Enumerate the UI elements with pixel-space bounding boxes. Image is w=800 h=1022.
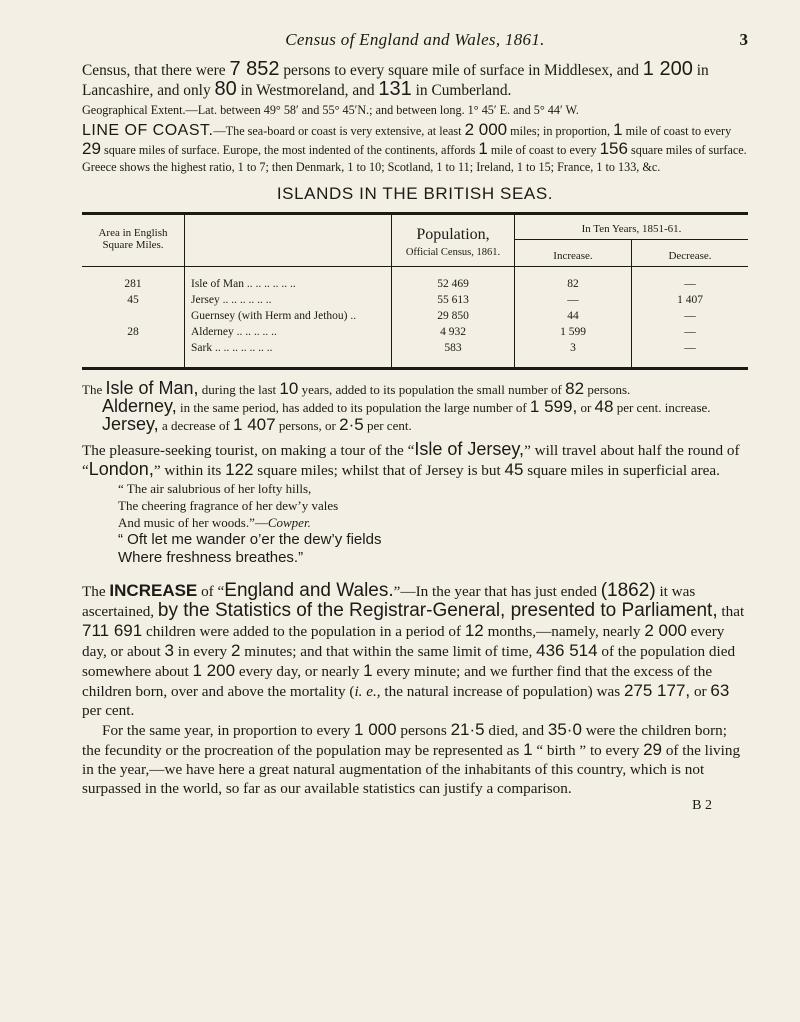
header-area: Area in English Square Miles. — [82, 214, 185, 267]
number: 10 — [279, 379, 299, 398]
cell-decrease: 1 407 — [677, 294, 703, 306]
text-run: years, added to its population the small number of — [298, 382, 566, 397]
text-run: per cent. increase. — [613, 400, 711, 415]
place-name: Alderney, — [102, 396, 177, 416]
text-run: mile of coast to every — [622, 124, 732, 138]
cell-population: 52 469 — [392, 267, 515, 293]
cell-decrease: — — [684, 278, 696, 290]
number: 156 — [599, 139, 628, 158]
number: (1862) — [600, 580, 656, 601]
cell-name: Jersey .. .. .. .. .. .. — [185, 292, 392, 308]
number: 1 599, — [529, 397, 578, 416]
text-run: in Lancashire, and only — [82, 62, 709, 99]
poem-attribution: Cowper. — [267, 515, 311, 530]
number: 1 — [363, 661, 373, 680]
population-label: Population, — [416, 226, 490, 243]
number: 82 — [565, 379, 585, 398]
table-row — [82, 340, 748, 369]
number: 7 852 — [229, 58, 280, 80]
text-run: square miles of surface. Europe, the most indented of the continents, affords — [100, 143, 479, 157]
cell-name: Isle of Man .. .. .. .. .. .. — [185, 267, 392, 293]
text-run: or — [577, 400, 595, 415]
cell-area: 45 — [82, 292, 185, 308]
text-run: it was ascertained, — [82, 583, 696, 620]
cell-increase: 3 — [515, 340, 632, 369]
header-name — [185, 214, 392, 267]
text-run: ” within its — [153, 462, 226, 479]
number: 35·0 — [547, 720, 582, 739]
number: 1 — [613, 120, 623, 139]
number: 2·5 — [339, 415, 364, 434]
increase-heading: INCREASE — [109, 581, 198, 600]
text-run: i. e., — [354, 683, 381, 700]
poem-quotation — [118, 480, 748, 567]
number: 45 — [504, 460, 524, 479]
increase-paragraph — [82, 581, 748, 720]
geographical-extent: Geographical Extent.—Lat. between 49° 58′ and 55° 45′N.; and between long. 1° 45′ E. and 5° 44′ W. — [82, 103, 579, 117]
text-run: persons, or — [275, 418, 340, 433]
number: 1 — [478, 139, 488, 158]
text-run: of the population died somewhere about — [82, 643, 736, 680]
cell-increase: — — [515, 292, 632, 308]
text-run: persons to every square mile of surface in Middlesex, and — [279, 62, 643, 79]
cell-decrease: — — [684, 310, 696, 322]
cell-decrease: — — [684, 342, 696, 354]
cell-name: Sark .. .. .. .. .. .. .. — [185, 340, 392, 369]
text-run: The — [82, 583, 110, 600]
number: 1 407 — [233, 415, 276, 434]
number: 711 691 — [82, 621, 143, 640]
number: 12 — [464, 621, 484, 640]
signature-mark: B 2 — [692, 798, 712, 813]
islands-heading: ISLANDS IN THE BRITISH SEAS. — [276, 184, 554, 203]
poem-line: “ Oft let me wander o’er the dew’y fields — [118, 531, 382, 548]
cell-area: 28 — [82, 324, 185, 340]
tourist-paragraph — [82, 440, 748, 480]
poem-line: “ The air salubrious of her lofty hills, — [118, 481, 312, 496]
place-name: Jersey, — [102, 414, 159, 434]
number: 122 — [225, 460, 254, 479]
text-run: every day, or about — [82, 623, 725, 660]
poem-line: The cheering fragrance of her dew’y vales — [118, 498, 339, 513]
number: 29 — [643, 740, 663, 759]
header-population — [392, 214, 515, 267]
header-increase: Increase. — [515, 240, 632, 267]
poem-line: Where freshness breathes.” — [118, 549, 304, 566]
number: 3 — [164, 641, 174, 660]
line-of-coast-paragraph — [82, 121, 748, 176]
number: 48 — [594, 397, 614, 416]
text-run: For the same year, in proportion to every — [102, 722, 355, 739]
number: 436 514 — [536, 641, 598, 660]
running-head — [82, 0, 748, 60]
island-notes — [82, 380, 748, 434]
number: 2 000 — [464, 120, 508, 139]
table-row — [82, 324, 748, 340]
number: 21·5 — [450, 720, 485, 739]
text-run: in every — [174, 643, 231, 660]
text-run: children were added to the population in a period of — [142, 623, 465, 640]
poem-line — [118, 514, 748, 531]
cell-area — [82, 308, 185, 324]
table-row — [82, 292, 748, 308]
cell-population: 583 — [392, 340, 515, 369]
text-run: Census, that there were — [82, 62, 230, 79]
text-run: square miles in superficial area. — [523, 462, 720, 479]
text-run: The pleasure-seeking tourist, on making a tour of the “ — [82, 442, 415, 459]
text-run: “ birth ” to every — [532, 742, 644, 759]
text-run: ”—In the year that has just ended — [393, 583, 601, 600]
text-run: persons. — [584, 382, 631, 397]
cell-area — [82, 340, 185, 369]
text-run: —The sea-board or coast is very extensive, at least — [213, 124, 465, 138]
alderney-paragraph — [82, 398, 748, 416]
text-run: ” will travel about half the round of “ — [82, 442, 740, 479]
text-run: persons — [396, 722, 451, 739]
table-row — [82, 267, 748, 293]
cell-population: 4 932 — [392, 324, 515, 340]
header-decrease: Decrease. — [632, 240, 749, 267]
text-run: miles; in proportion, — [507, 124, 614, 138]
cell-increase: 82 — [515, 267, 632, 293]
text-run: in Cumberland. — [411, 82, 512, 99]
number: 1 200 — [642, 58, 693, 80]
text-run: The — [82, 382, 106, 397]
same-year-paragraph — [82, 720, 748, 798]
cell-increase: 1 599 — [515, 324, 632, 340]
number: 131 — [378, 78, 412, 100]
text-run: every day, or nearly — [235, 663, 364, 680]
number: 275 177, — [623, 681, 691, 700]
place-name: Isle of Man, — [105, 378, 199, 398]
text-run: that — [717, 603, 745, 620]
cell-name: Alderney .. .. .. .. .. — [185, 324, 392, 340]
text-run: in the same period, has added to its population the large number of — [176, 400, 530, 415]
number: 80 — [214, 78, 237, 100]
cell-name: Guernsey (with Herm and Jethou) .. — [185, 308, 392, 324]
census-paragraph — [82, 60, 748, 100]
number: 63 — [710, 681, 730, 700]
text-run: in Westmoreland, and — [236, 82, 379, 99]
number: 1 — [523, 740, 533, 759]
text-run: or — [690, 683, 711, 700]
place-name: London, — [88, 459, 154, 479]
text-run: the natural increase of population) was — [380, 683, 624, 700]
emphasis-run: by the Statistics of the Registrar-General, presented to Parliament, — [157, 600, 718, 621]
header-ten-years: In Ten Years, 1851-61. — [515, 214, 749, 240]
text-run: square miles of surface. Greece shows the highest ratio, 1 to 7; then Denmark, 1 to 10; Scotland, 1 to 11; Ireland, 1 to 15; France, 1 to 133, &c. — [82, 143, 747, 174]
text-run: died, and — [484, 722, 548, 739]
text-run: were the children born; the fecundity or the procreation of the population may be represented as — [82, 722, 727, 759]
number: 1 000 — [354, 720, 397, 739]
text-run: every minute; and we further find that the excess of the children born, over and above the mortality ( — [82, 663, 713, 700]
text-run: And music of her woods.”— — [118, 515, 268, 530]
text-run: a decrease of — [158, 418, 234, 433]
isle-of-man-paragraph — [82, 380, 748, 398]
text-run: months,—namely, nearly — [483, 623, 645, 640]
cell-area: 281 — [82, 267, 185, 293]
islands-table — [82, 212, 748, 370]
number: 2 000 — [644, 621, 687, 640]
number: 29 — [82, 139, 101, 158]
place-name: Isle of Jersey, — [414, 439, 525, 459]
text-run: per cent. — [82, 702, 135, 719]
text-run: minutes; and that within the same limit of time, — [240, 643, 537, 660]
running-head-title: Census of England and Wales, 1861. — [285, 30, 545, 49]
page-number: 3 — [739, 30, 748, 49]
table-row — [82, 308, 748, 324]
coast-heading: LINE OF COAST. — [82, 122, 214, 139]
text-run: square miles; whilst that of Jersey is but — [253, 462, 505, 479]
place-name: England and Wales. — [224, 580, 394, 601]
text-run: during the last — [198, 382, 280, 397]
cell-decrease: — — [684, 326, 696, 338]
number: 2 — [230, 641, 241, 660]
number: 1 200 — [192, 661, 236, 680]
cell-population: 29 850 — [392, 308, 515, 324]
text-run: mile of coast to every — [487, 143, 600, 157]
text-run: of the living in the year,—we have here a great natural augmentation of the inhabitants of this country, which is not surpassed in the world, so far as our available statistics can justify a comparison. — [82, 742, 741, 797]
population-sublabel: Official Census, 1861. — [405, 247, 501, 258]
text-run: per cent. — [363, 418, 412, 433]
text-run: of “ — [197, 583, 225, 600]
cell-population: 55 613 — [392, 292, 515, 308]
cell-increase: 44 — [515, 308, 632, 324]
jersey-paragraph — [82, 416, 748, 434]
